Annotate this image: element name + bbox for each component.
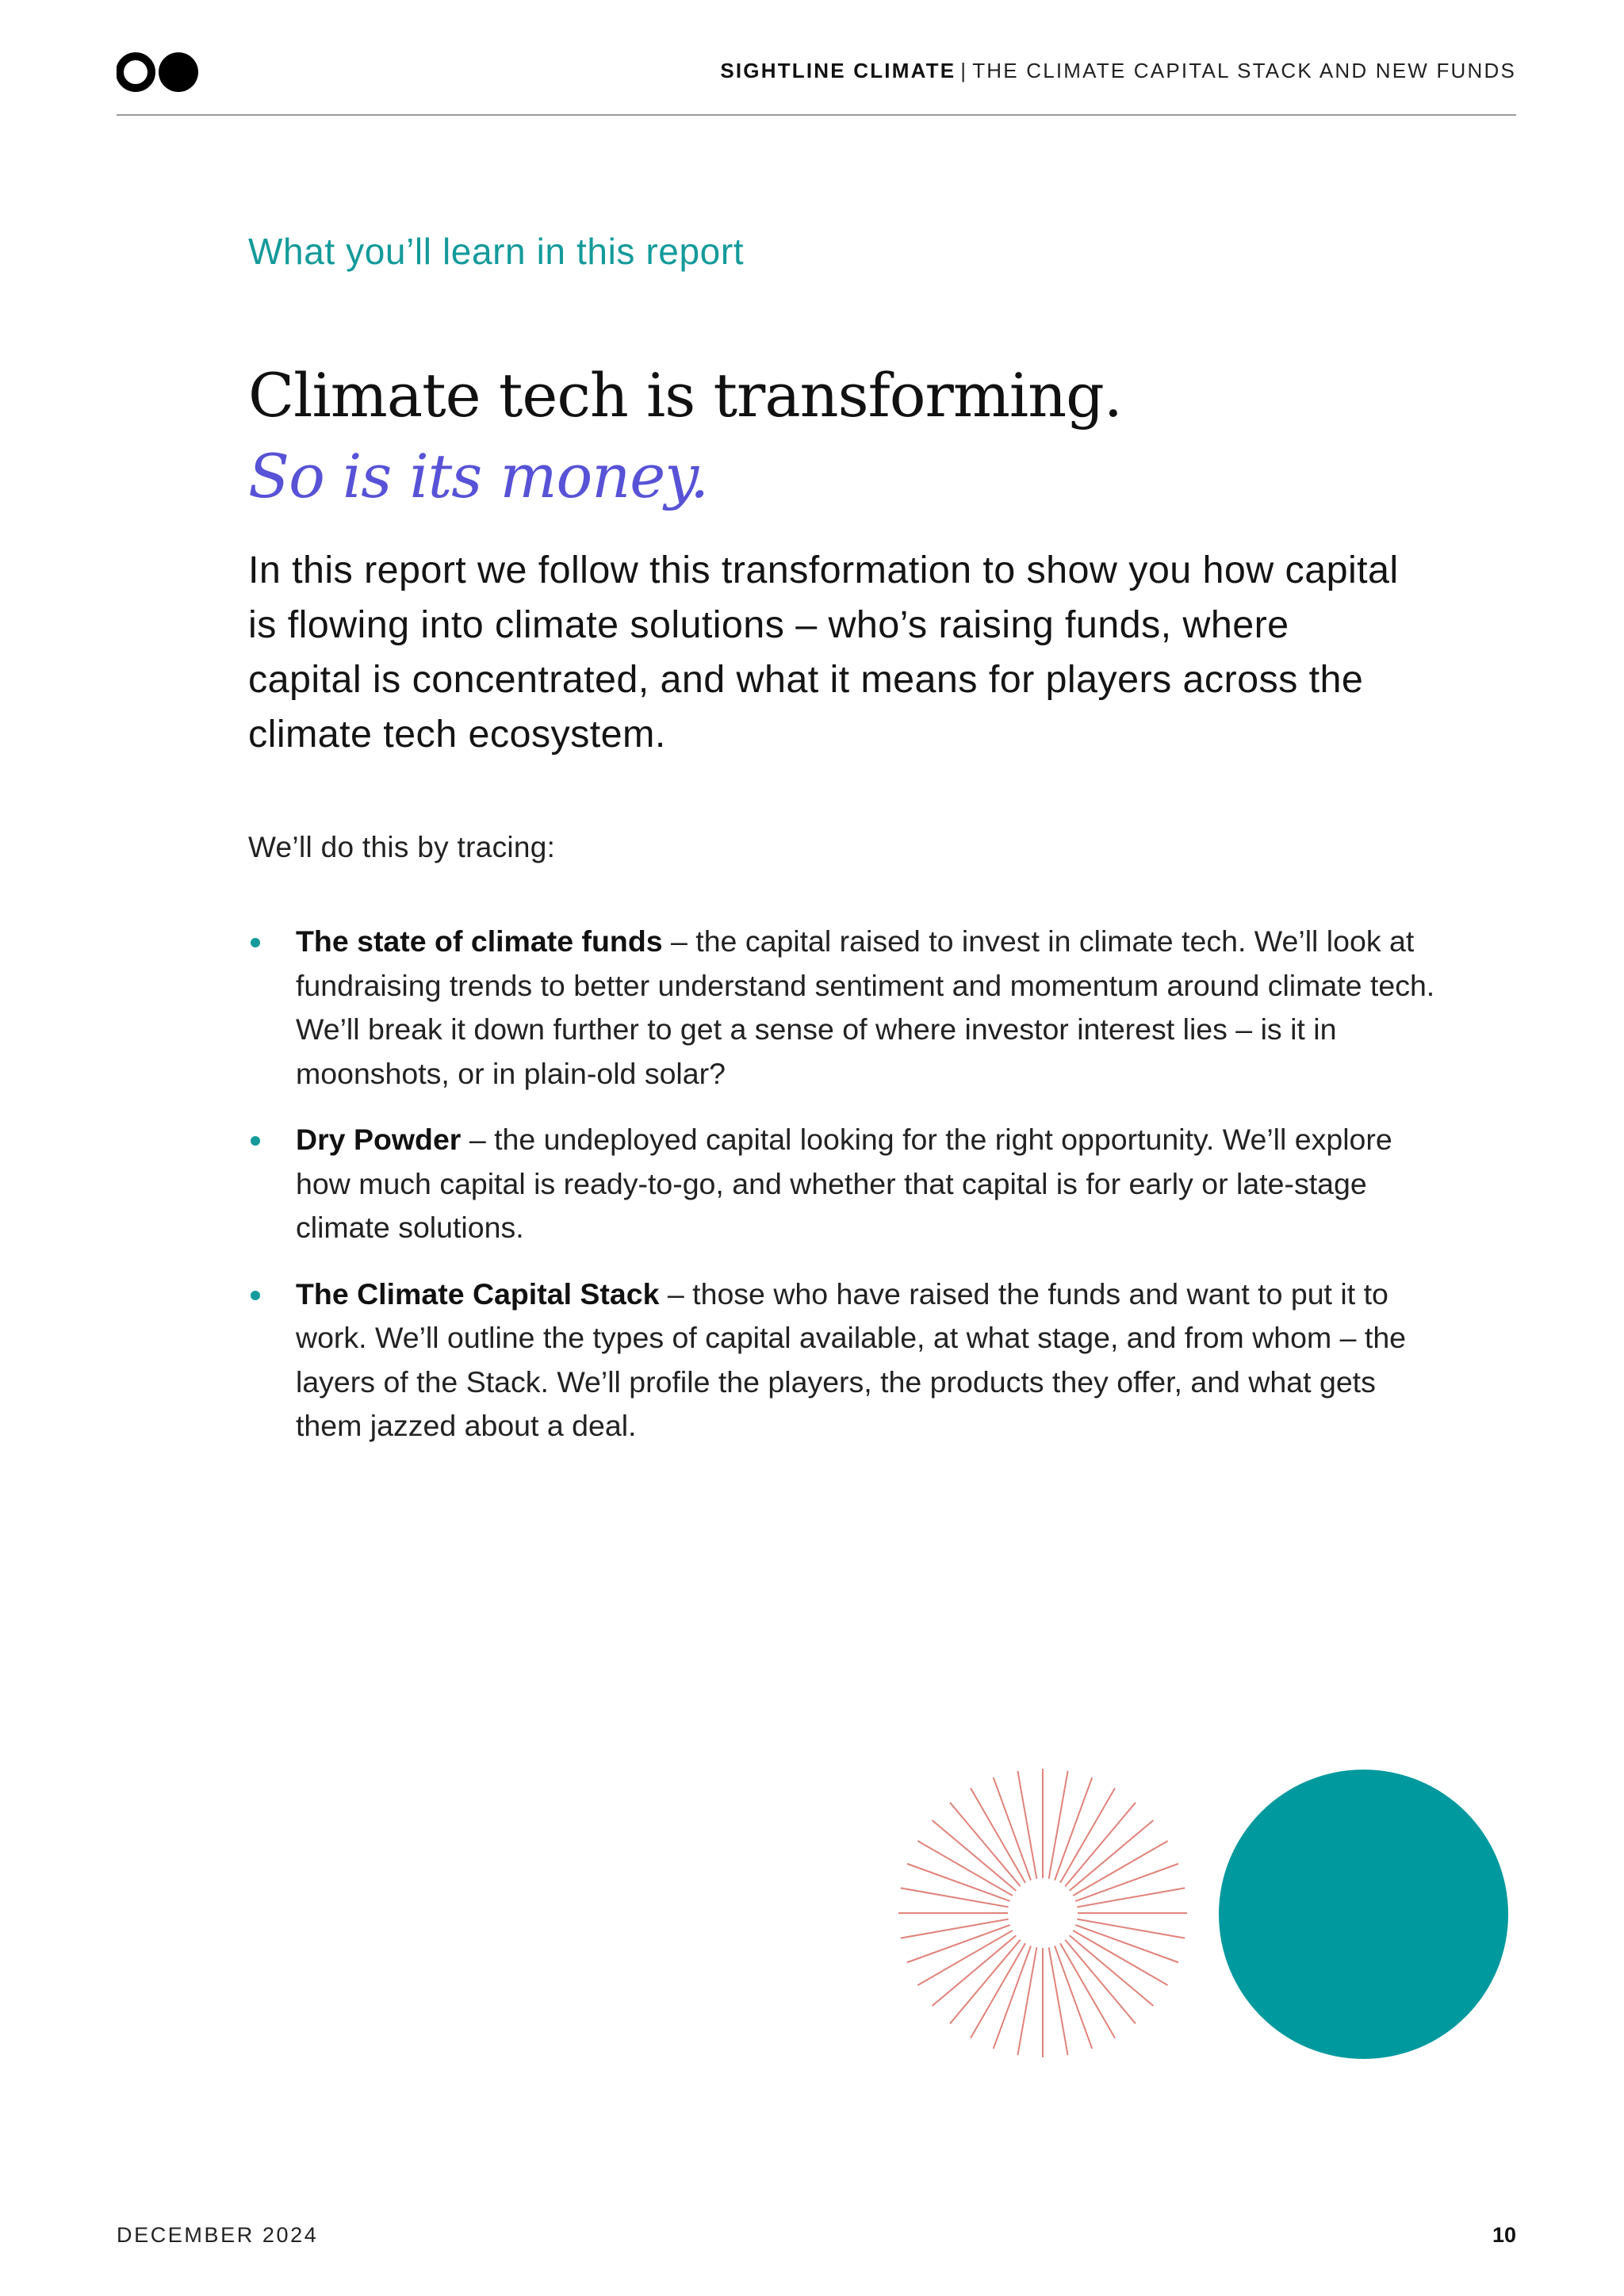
sunburst-ray (971, 1788, 1025, 1883)
bullet-dot-icon (251, 1291, 260, 1300)
sunburst-ray (1055, 1777, 1092, 1881)
bullet-term: The Climate Capital Stack (296, 1276, 660, 1311)
page-headline (248, 355, 1122, 517)
list-item (248, 920, 1438, 1096)
page-header (117, 48, 1516, 116)
teal-circle-decoration (1219, 1770, 1508, 2059)
footer-date: DECEMBER 2024 (117, 2223, 319, 2247)
bullet-term: The state of climate funds (296, 924, 663, 958)
sunburst-ray (1077, 1919, 1185, 1938)
sunburst-ray (917, 1841, 1013, 1896)
bullet-term: Dry Powder (296, 1123, 462, 1156)
sunburst-ray (1075, 1864, 1178, 1901)
header-title (720, 59, 1516, 83)
lead-text: We’ll do this by tracing: (248, 831, 556, 863)
bullet-text: – the capital raised to invest in climate tech. We’ll look at fundraising trends to better understand sentiment and momentum around climate tech. We’ll break it down further to get a sense of where investor interest lies – is it in moonshots, or in plain-old solar? (296, 924, 1435, 1090)
sunburst-ray (1073, 1841, 1168, 1896)
sunburst-ray (971, 1943, 1025, 2038)
bullet-dot-icon (251, 1136, 260, 1146)
sunburst-ray (907, 1925, 1010, 1962)
page-number: 10 (1492, 2223, 1516, 2247)
list-item (248, 1272, 1438, 1448)
sunburst-decoration-icon (896, 1766, 1189, 2060)
sunburst-ray (1017, 1771, 1036, 1879)
section-eyebrow: What you’ll learn in this report (248, 231, 745, 272)
header-report-title: THE CLIMATE CAPITAL STACK AND NEW FUNDS (972, 59, 1516, 82)
headline-line-1: Climate tech is transforming. (248, 360, 1122, 430)
sunburst-ray (1073, 1931, 1168, 1985)
bullet-list (248, 920, 1438, 1471)
list-item (248, 1118, 1438, 1250)
sunburst-ray (1077, 1888, 1185, 1907)
intro-paragraph: In this report we follow this transformation to show you how capital is flowing into climate solutions – who’s raising funds, where capital is concentrated, and what it means for players across the climate tech ecosystem. (248, 549, 1399, 756)
sunburst-ray (1017, 1947, 1036, 2055)
sunburst-ray (994, 1946, 1031, 2049)
header-separator: | (960, 59, 968, 82)
sunburst-ray (1055, 1946, 1092, 2049)
sightline-logo-icon (117, 51, 199, 94)
bullet-dot-icon (251, 938, 260, 947)
sunburst-ray (1060, 1943, 1115, 2038)
bullet-text: – those who have raised the funds and want to put it to work. We’ll outline the types of capital available, at what stage, and from whom – the layers of the Stack. We’ll profile the players, the products they offer, and what gets them jazzed about a deal. (296, 1276, 1407, 1442)
sunburst-ray (901, 1888, 1009, 1907)
headline-line-2: So is its money. (248, 441, 709, 511)
sunburst-ray (901, 1919, 1009, 1938)
header-brand: SIGHTLINE CLIMATE (720, 59, 956, 82)
sunburst-ray (1049, 1771, 1068, 1879)
sunburst-ray (1075, 1925, 1178, 1962)
bullet-text: – the undeployed capital looking for the right opportunity. We’ll explore how much capital is ready-to-go, and whether that capital is for early or late-stage climate solutions. (296, 1123, 1392, 1244)
sunburst-ray (907, 1864, 1010, 1901)
sunburst-ray (1049, 1947, 1068, 2055)
sunburst-ray (917, 1931, 1013, 1985)
sunburst-ray (994, 1777, 1031, 1881)
sunburst-ray (1060, 1788, 1115, 1883)
